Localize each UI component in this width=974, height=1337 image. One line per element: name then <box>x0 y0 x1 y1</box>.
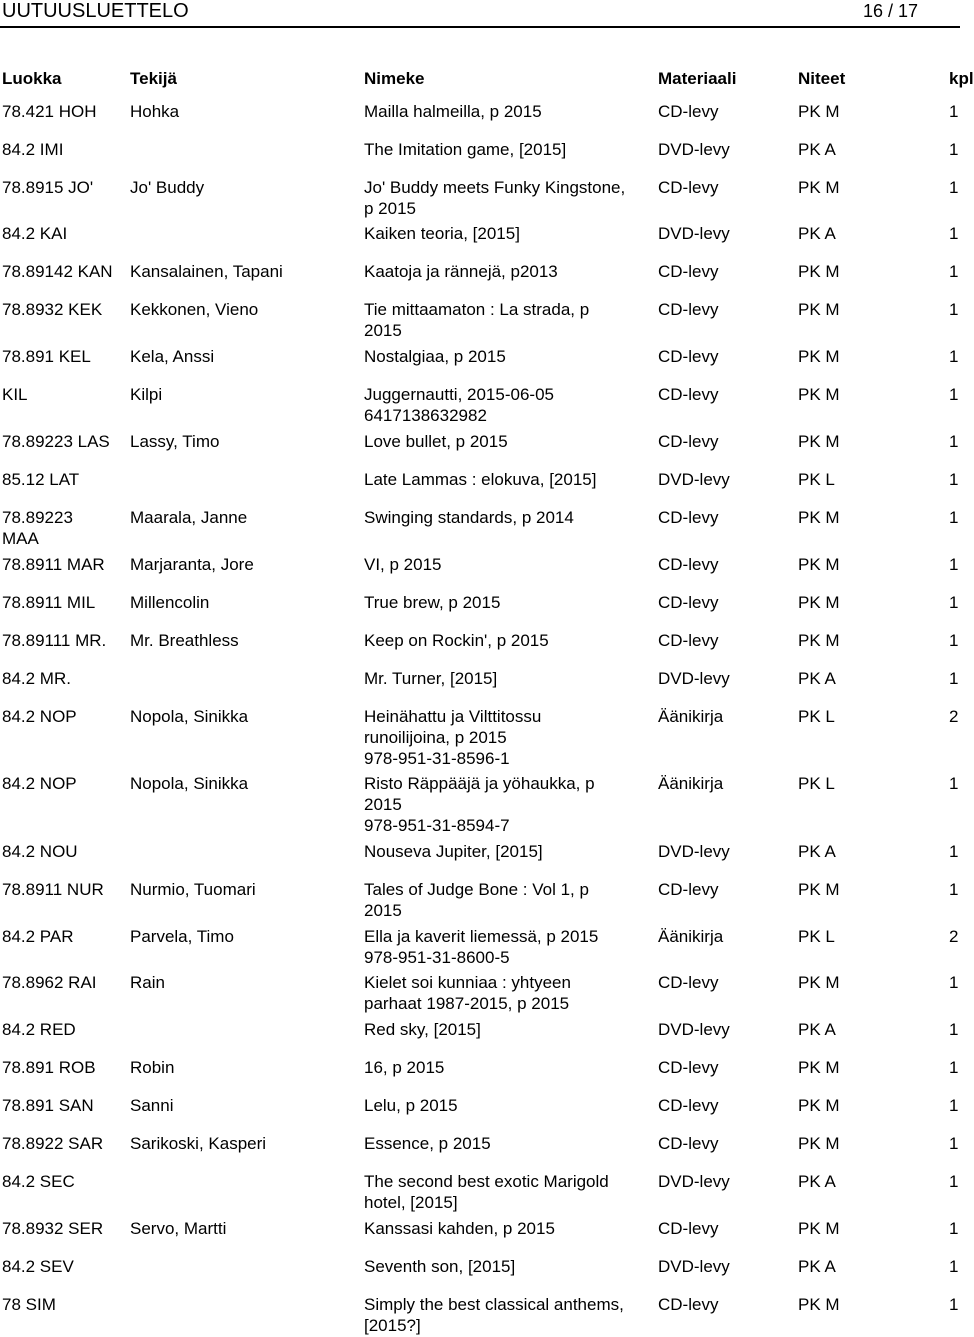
cell-title: Essence, p 2015 <box>364 1134 491 1153</box>
cell-material: Äänikirja <box>658 927 724 946</box>
cell-count: 1 <box>949 1096 959 1115</box>
cell-count: 1 <box>949 774 959 793</box>
cell-count: 1 <box>949 102 959 121</box>
cell-material: CD-levy <box>658 178 719 197</box>
column-header-kpl: kpl <box>949 69 974 88</box>
cell-material: CD-levy <box>658 631 719 650</box>
cell-title: Keep on Rockin', p 2015 <box>364 631 549 650</box>
cell-title: Tie mittaamaton : La strada, p 2015 <box>364 300 590 340</box>
cell-count: 2 <box>949 707 959 726</box>
cell-location: PK M <box>798 300 840 319</box>
cell-class-code: 78.8922 SAR <box>2 1134 104 1153</box>
cell-count: 1 <box>949 262 959 281</box>
cell-class-code: 84.2 NOU <box>2 842 78 861</box>
cell-location: PK M <box>798 593 840 612</box>
cell-class-code: 84.2 KAI <box>2 224 68 243</box>
cell-count: 1 <box>949 300 959 319</box>
cell-location: PK L <box>798 470 835 489</box>
cell-location: PK A <box>798 140 836 159</box>
cell-material: DVD-levy <box>658 224 730 243</box>
cell-count: 1 <box>949 1172 959 1191</box>
cell-class-code: 84.2 NOP <box>2 707 77 726</box>
cell-location: PK A <box>798 1020 836 1039</box>
cell-location: PK M <box>798 347 840 366</box>
cell-material: DVD-levy <box>658 140 730 159</box>
cell-location: PK A <box>798 1172 836 1191</box>
cell-count: 1 <box>949 669 959 688</box>
cell-title: Nostalgiaa, p 2015 <box>364 347 506 366</box>
cell-class-code: 84.2 RED <box>2 1020 76 1039</box>
column-header-nimeke: Nimeke <box>364 69 425 88</box>
cell-class-code: 78.891 SAN <box>2 1096 94 1115</box>
cell-material: Äänikirja <box>658 707 724 726</box>
cell-author: Nurmio, Tuomari <box>130 880 256 899</box>
column-header-materiaali: Materiaali <box>658 69 737 88</box>
cell-location: PK M <box>798 102 840 121</box>
cell-title: Ella ja kaverit liemessä, p 2015 978-951-31-8600-5 <box>364 927 599 967</box>
cell-title: Mailla halmeilla, p 2015 <box>364 102 542 121</box>
cell-material: CD-levy <box>658 347 719 366</box>
cell-title: VI, p 2015 <box>364 555 442 574</box>
cell-title: Tales of Judge Bone : Vol 1, p 2015 <box>364 880 589 920</box>
cell-count: 1 <box>949 1058 959 1077</box>
cell-location: PK M <box>798 1058 840 1077</box>
cell-title: Kaiken teoria, [2015] <box>364 224 520 243</box>
cell-location: PK M <box>798 631 840 650</box>
cell-title: Nouseva Jupiter, [2015] <box>364 842 543 861</box>
cell-count: 1 <box>949 555 959 574</box>
cell-author: Kansalainen, Tapani <box>130 262 283 281</box>
cell-author: Rain <box>130 973 165 992</box>
cell-material: DVD-levy <box>658 1020 730 1039</box>
cell-count: 1 <box>949 1295 959 1314</box>
page-number: 16 / 17 <box>862 1 918 21</box>
cell-title: Mr. Turner, [2015] <box>364 669 498 688</box>
cell-material: CD-levy <box>658 880 719 899</box>
cell-location: PK M <box>798 1134 840 1153</box>
cell-author: Jo' Buddy <box>130 178 205 197</box>
cell-location: PK M <box>798 1096 840 1115</box>
cell-class-code: 78.8911 NUR <box>2 880 104 899</box>
cell-location: PK M <box>798 1219 840 1238</box>
cell-count: 1 <box>949 508 959 527</box>
cell-location: PK A <box>798 1257 836 1276</box>
cell-title: Late Lammas : elokuva, [2015] <box>364 470 597 489</box>
cell-count: 1 <box>949 140 959 159</box>
cell-count: 1 <box>949 880 959 899</box>
cell-author: Lassy, Timo <box>130 432 220 451</box>
cell-location: PK M <box>798 880 840 899</box>
cell-count: 1 <box>949 347 959 366</box>
cell-class-code: 78.8962 RAI <box>2 973 97 992</box>
cell-material: CD-levy <box>658 1219 719 1238</box>
cell-title: The Imitation game, [2015] <box>364 140 567 159</box>
cell-class-code: 78 SIM <box>2 1295 56 1314</box>
cell-material: DVD-levy <box>658 842 730 861</box>
cell-count: 1 <box>949 385 959 404</box>
cell-class-code: 84.2 NOP <box>2 774 77 793</box>
cell-author: Millencolin <box>130 593 210 612</box>
column-header-tekija: Tekijä <box>130 69 177 88</box>
cell-title: Swinging standards, p 2014 <box>364 508 574 527</box>
cell-material: CD-levy <box>658 593 719 612</box>
cell-material: CD-levy <box>658 262 719 281</box>
cell-class-code: 84.2 IMI <box>2 140 64 159</box>
cell-author: Hohka <box>130 102 180 121</box>
cell-title: True brew, p 2015 <box>364 593 501 612</box>
cell-author: Kilpi <box>130 385 163 404</box>
cell-class-code: 78.421 HOH <box>2 102 97 121</box>
cell-count: 1 <box>949 842 959 861</box>
cell-material: DVD-levy <box>658 1172 730 1191</box>
cell-material: CD-levy <box>658 1134 719 1153</box>
cell-location: PK A <box>798 224 836 243</box>
page-header <box>0 0 960 22</box>
cell-material: CD-levy <box>658 555 719 574</box>
cell-title: Love bullet, p 2015 <box>364 432 508 451</box>
cell-class-code: 78.891 ROB <box>2 1058 96 1077</box>
cell-author: Kekkonen, Vieno <box>130 300 259 319</box>
cell-author: Servo, Martti <box>130 1219 227 1238</box>
cell-material: CD-levy <box>658 1096 719 1115</box>
cell-class-code: 78.89223 MAA <box>2 508 73 548</box>
cell-count: 1 <box>949 470 959 489</box>
cell-count: 1 <box>949 593 959 612</box>
cell-title: Lelu, p 2015 <box>364 1096 458 1115</box>
cell-title: Seventh son, [2015] <box>364 1257 516 1276</box>
cell-class-code: KIL <box>2 385 28 404</box>
cell-material: CD-levy <box>658 102 719 121</box>
cell-material: DVD-levy <box>658 669 730 688</box>
cell-count: 1 <box>949 224 959 243</box>
cell-title: Kielet soi kunniaa : yhtyeen parhaat 1987-2015, p 2015 <box>364 973 571 1013</box>
cell-title: Heinähattu ja Vilttitossu runoilijoina, p 2015 978-951-31-8596-1 <box>364 707 542 768</box>
cell-location: PK M <box>798 262 840 281</box>
cell-location: PK M <box>798 508 840 527</box>
cell-location: PK L <box>798 774 835 793</box>
cell-count: 1 <box>949 1219 959 1238</box>
cell-class-code: 78.8911 MIL <box>2 593 96 612</box>
cell-location: PK L <box>798 927 835 946</box>
cell-author: Nopola, Sinikka <box>130 774 249 793</box>
cell-class-code: 78.8932 KEK <box>2 300 103 319</box>
cell-title: Simply the best classical anthems, [2015?] <box>364 1295 624 1335</box>
cell-material: CD-levy <box>658 508 719 527</box>
cell-material: CD-levy <box>658 973 719 992</box>
cell-location: PK M <box>798 1295 840 1314</box>
cell-count: 1 <box>949 432 959 451</box>
cell-location: PK A <box>798 669 836 688</box>
cell-material: Äänikirja <box>658 774 724 793</box>
cell-class-code: 84.2 SEC <box>2 1172 75 1191</box>
cell-class-code: 84.2 SEV <box>2 1257 74 1276</box>
cell-title: Kanssasi kahden, p 2015 <box>364 1219 555 1238</box>
column-headers <box>0 69 974 89</box>
cell-material: CD-levy <box>658 300 719 319</box>
cell-count: 2 <box>949 927 959 946</box>
header-divider <box>0 26 960 28</box>
cell-count: 1 <box>949 1134 959 1153</box>
cell-title: Kaatoja ja rännejä, p2013 <box>364 262 558 281</box>
cell-class-code: 84.2 MR. <box>2 669 71 688</box>
cell-author: Mr. Breathless <box>130 631 239 650</box>
cell-location: PK A <box>798 842 836 861</box>
column-header-luokka: Luokka <box>2 69 62 88</box>
cell-title: The second best exotic Marigold hotel, [2015] <box>364 1172 609 1212</box>
cell-class-code: 84.2 PAR <box>2 927 74 946</box>
cell-location: PK M <box>798 385 840 404</box>
cell-title: Juggernautti, 2015-06-05 6417138632982 <box>364 385 554 425</box>
cell-material: DVD-levy <box>658 470 730 489</box>
column-header-niteet: Niteet <box>798 69 846 88</box>
cell-count: 1 <box>949 1020 959 1039</box>
cell-count: 1 <box>949 973 959 992</box>
cell-title: Red sky, [2015] <box>364 1020 481 1039</box>
cell-author: Robin <box>130 1058 175 1077</box>
cell-class-code: 78.89223 LAS <box>2 432 110 451</box>
cell-class-code: 85.12 LAT <box>2 470 80 489</box>
cell-material: CD-levy <box>658 1295 719 1314</box>
cell-author: Nopola, Sinikka <box>130 707 249 726</box>
cell-author: Marjaranta, Jore <box>130 555 254 574</box>
cell-location: PK M <box>798 432 840 451</box>
cell-class-code: 78.89111 MR. <box>2 631 107 650</box>
cell-location: PK M <box>798 178 840 197</box>
cell-author: Sanni <box>130 1096 174 1115</box>
cell-class-code: 78.8915 JO' <box>2 178 94 197</box>
cell-count: 1 <box>949 1257 959 1276</box>
cell-material: CD-levy <box>658 385 719 404</box>
cell-count: 1 <box>949 631 959 650</box>
cell-location: PK M <box>798 555 840 574</box>
document-title: UUTUUSLUETTELO <box>2 0 189 22</box>
cell-class-code: 78.89142 KAN <box>2 262 113 281</box>
cell-class-code: 78.8911 MAR <box>2 555 105 574</box>
cell-count: 1 <box>949 178 959 197</box>
cell-location: PK L <box>798 707 835 726</box>
cell-title: 16, p 2015 <box>364 1058 445 1077</box>
cell-title: Risto Räppääjä ja yöhaukka, p 2015 978-951-31-8594-7 <box>364 774 595 835</box>
cell-material: CD-levy <box>658 432 719 451</box>
cell-author: Kela, Anssi <box>130 347 215 366</box>
cell-author: Maarala, Janne <box>130 508 248 527</box>
cell-material: CD-levy <box>658 1058 719 1077</box>
cell-class-code: 78.8932 SER <box>2 1219 104 1238</box>
cell-title: Jo' Buddy meets Funky Kingstone, p 2015 <box>364 178 626 218</box>
cell-author: Parvela, Timo <box>130 927 234 946</box>
cell-class-code: 78.891 KEL <box>2 347 91 366</box>
cell-location: PK M <box>798 973 840 992</box>
cell-author: Sarikoski, Kasperi <box>130 1134 267 1153</box>
cell-material: DVD-levy <box>658 1257 730 1276</box>
